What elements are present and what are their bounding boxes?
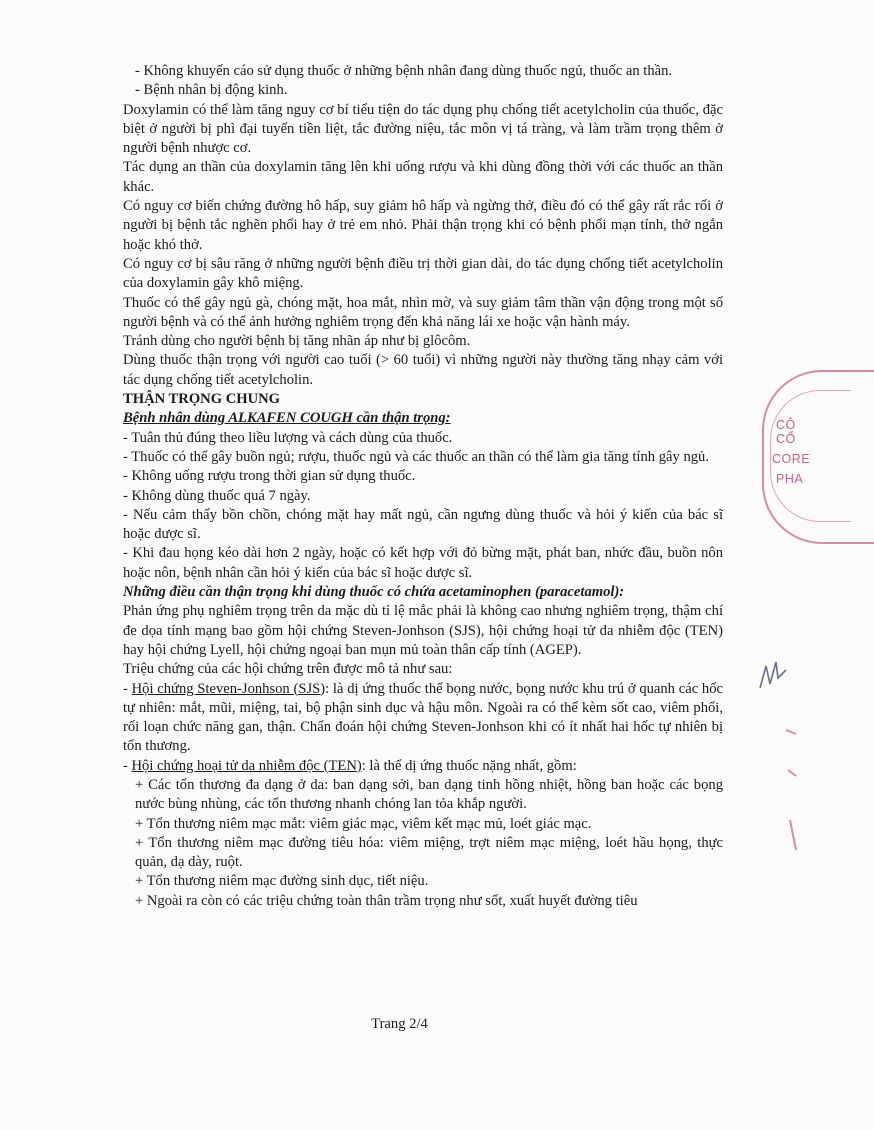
document-body	[123, 62, 723, 911]
sjs-description: : là dị ứng thuốc thể bọng nước, bọng nước khu trú ở quanh các hốc tự nhiên: mắt, mũi, miệng, tai, bộ phận sinh dục và hậu môn. Ngoài ra có thể kèm sốt cao, viêm phổi, rối loạn chức năng gan, thận. Chẩn đoán hội chứng Steven-Jonhson khi có ít nhất hai hốc tự nhiên bị tổn thương.	[123, 680, 723, 755]
list-item: - Tuân thủ đúng theo liều lượng và cách dùng của thuốc.	[123, 429, 453, 446]
subheading: Bệnh nhân dùng ALKAFEN COUGH cần thận trọng:	[123, 410, 451, 427]
stamp-text: PHA	[776, 472, 804, 486]
paragraph: Thuốc có thể gây ngủ gà, chóng mặt, hoa mắt, nhìn mờ, và suy giảm tâm thần vận động trong một số người bệnh và có thể ảnh hưởng nghiêm trọng đến khả năng lái xe hoặc vận hành máy.	[123, 294, 723, 330]
sjs-term: Hội chứng Steven-Jonhson (SJS)	[131, 680, 326, 697]
paragraph: Dùng thuốc thận trọng với người cao tuổi (> 60 tuổi) vì những người này thường tăng nhạy cảm với tác dụng chống tiết acetylcholin.	[123, 352, 723, 388]
ten-paragraph	[123, 757, 723, 776]
paragraph: - Không khuyến cáo sử dụng thuốc ở những bệnh nhân đang dùng thuốc ngủ, thuốc an thần.	[135, 63, 673, 79]
stamp-text: CORE	[772, 452, 811, 466]
ten-item: + Ngoài ra còn có các triệu chứng toàn thân trầm trọng như sốt, xuất huyết đường tiêu	[135, 892, 638, 909]
page-number: Trang 2/4	[371, 1016, 428, 1032]
ten-description: : là thể dị ứng thuốc nặng nhất, gồm:	[361, 757, 577, 774]
paragraph: Tránh dùng cho người bệnh bị tăng nhãn áp như bị glôcôm.	[123, 333, 471, 350]
section-heading: THẬN TRỌNG CHUNG	[123, 391, 281, 408]
stamp-text: CỔ	[776, 432, 796, 446]
sjs-paragraph	[123, 680, 723, 757]
ten-item: + Các tổn thương đa dạng ở da: ban dạng sởi, ban dạng tinh hồng nhiệt, hồng ban hoặc các bọng nước bùng nhùng, các tổn thương nhanh chóng lan tỏa khắp người.	[135, 776, 723, 813]
paragraph: - Bệnh nhân bị động kinh.	[135, 82, 288, 99]
list-item: - Không dùng thuốc quá 7 ngày.	[123, 487, 311, 504]
ten-item: + Tổn thương niêm mạc đường tiêu hóa: viêm miệng, trợt niêm mạc miệng, loét hầu họng, thực quản, dạ dày, ruột.	[135, 834, 723, 871]
list-item: - Không uống rượu trong thời gian sử dụng thuốc.	[123, 468, 416, 485]
paragraph: Có nguy cơ bị sâu răng ở những người bệnh điều trị thời gian dài, do tác dụng chống tiết acetylcholin của doxylamin gây khô miệng.	[123, 255, 723, 292]
list-item: - Thuốc có thể gây buồn ngủ; rượu, thuốc ngủ và các thuốc an thần có thể làm gia tăng tính gây ngủ.	[123, 448, 709, 465]
paragraph: Triệu chứng của các hội chứng trên được mô tả như sau:	[123, 661, 453, 678]
list-item: - Khi đau họng kéo dài hơn 2 ngày, hoặc có kết hợp với đỏ bừng mặt, phát ban, nhức đầu, buồn nôn hoặc nôn, bệnh nhân cần hỏi ý kiến của bác sĩ hoặc dược sĩ.	[123, 545, 723, 581]
paragraph: Tác dụng an thần của doxylamin tăng lên khi uống rượu và khi dùng đồng thời với các thuốc an thần khác.	[123, 159, 723, 195]
list-item: - Nếu cảm thấy bồn chồn, chóng mặt hay mất ngủ, cần ngưng dùng thuốc và hỏi ý kiến của bác sĩ hoặc dược sĩ.	[123, 506, 723, 543]
ten-item: + Tổn thương niêm mạc mắt: viêm giác mạc, viêm kết mạc mủ, loét giác mạc.	[135, 815, 592, 832]
ten-prefix: -	[123, 757, 132, 774]
subheading: Những điều cần thận trọng khi dùng thuốc có chứa acetaminophen (paracetamol):	[123, 584, 625, 601]
paragraph: Phản ứng phụ nghiêm trọng trên da mặc dù tỉ lệ mắc phải là không cao nhưng nghiêm trọng, thậm chí đe dọa tính mạng bao gồm hội chứng Steven-Jonhson (SJS), hội chứng hoại tử da nhiễm độc (TEN) hay hội chứng Lyell, hội chứng ngoại ban mụn mủ toàn thân cấp tính (AGEP).	[123, 603, 723, 658]
ten-term: Hội chứng hoại tử da nhiễm độc (TEN)	[131, 757, 362, 774]
ten-item: + Tổn thương niêm mạc đường sinh dục, tiết niệu.	[135, 873, 429, 890]
signature-icon	[756, 648, 796, 708]
stamp-edge-icon	[784, 720, 798, 860]
stamp-text: CÔ	[776, 418, 796, 432]
paragraph: Có nguy cơ biến chứng đường hô hấp, suy giảm hô hấp và ngừng thở, điều đó có thể gây rất rắc rối ở người bị bệnh tắc nghẽn phổi hay ở trẻ em nhỏ. Phải thận trọng khi có bệnh phổi mạn tính, thở ngắn hoặc khó thở.	[123, 198, 723, 253]
paragraph: Doxylamin có thể làm tăng nguy cơ bí tiểu tiện do tác dụng phụ chống tiết acetylcholin của thuốc, đặc biệt ở người bị phì đại tuyến tiền liệt, tắc đường niệu, tắc môn vị tá tràng, và làm trầm trọng thêm ở người bệnh nhược cơ.	[123, 101, 723, 157]
sjs-prefix: -	[123, 680, 132, 697]
